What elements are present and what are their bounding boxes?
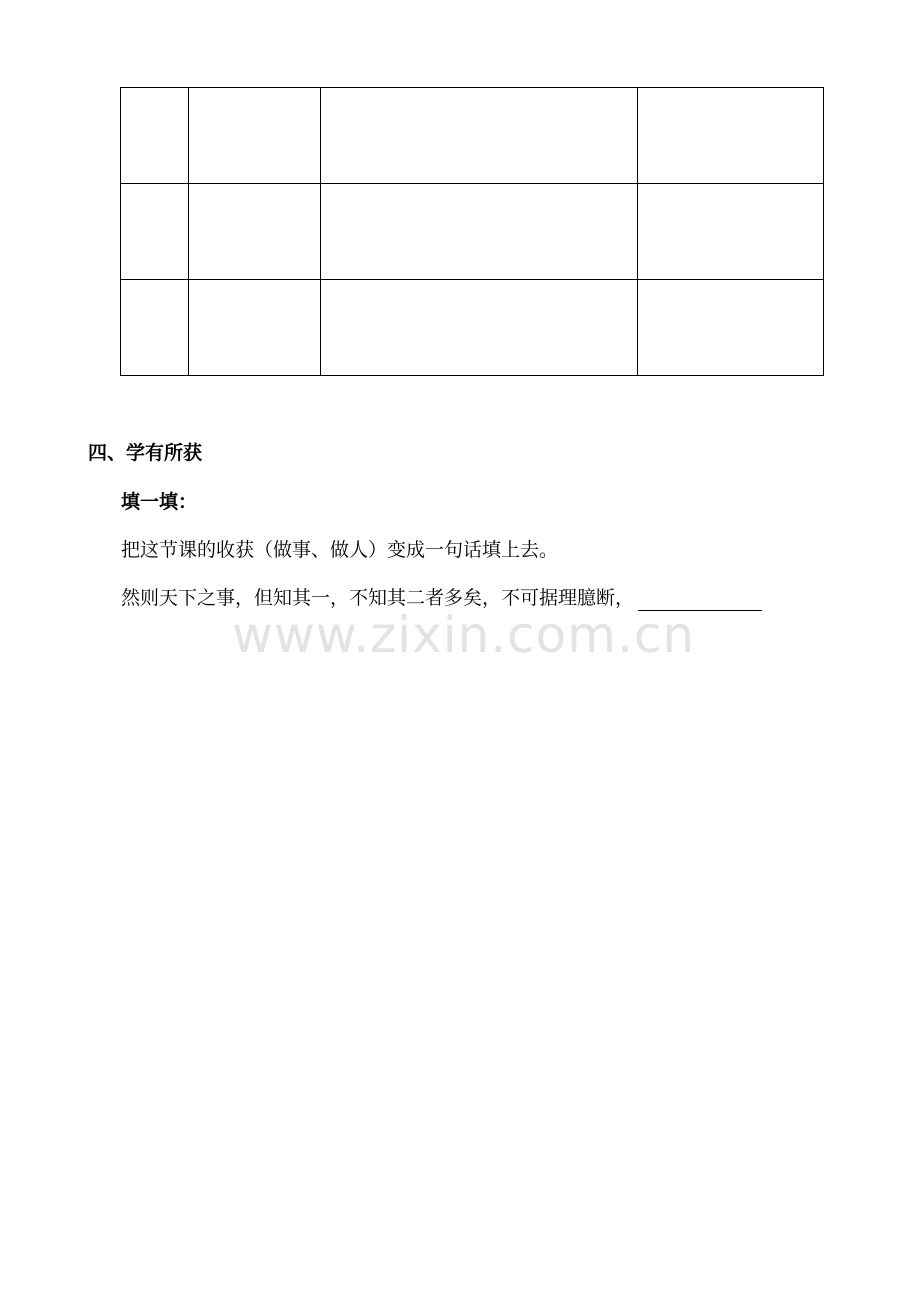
table-cell — [638, 88, 824, 184]
exercise-label: 填一填： — [121, 491, 198, 513]
table-cell — [638, 280, 824, 376]
table-cell — [321, 184, 638, 280]
table-row — [121, 88, 824, 184]
table-cell — [321, 88, 638, 184]
answer-table — [120, 87, 824, 376]
table-row — [121, 280, 824, 376]
exercise-instruction: 把这节课的收获（做事、做人）变成一句话填上去。 — [121, 539, 559, 561]
table-cell — [321, 280, 638, 376]
sentence-text: 然则天下之事，但知其一，不知其二者多矣，不可据理臆断， — [121, 587, 635, 609]
table-cell — [121, 280, 189, 376]
table-cell — [638, 184, 824, 280]
table-cell — [121, 184, 189, 280]
table-cell — [189, 184, 321, 280]
watermark: www.zixin.com.cn — [232, 606, 696, 664]
table-cell — [189, 88, 321, 184]
table-cell — [189, 280, 321, 376]
table-row — [121, 184, 824, 280]
table-cell — [121, 88, 189, 184]
section-heading: 四、学有所获 — [88, 442, 203, 464]
